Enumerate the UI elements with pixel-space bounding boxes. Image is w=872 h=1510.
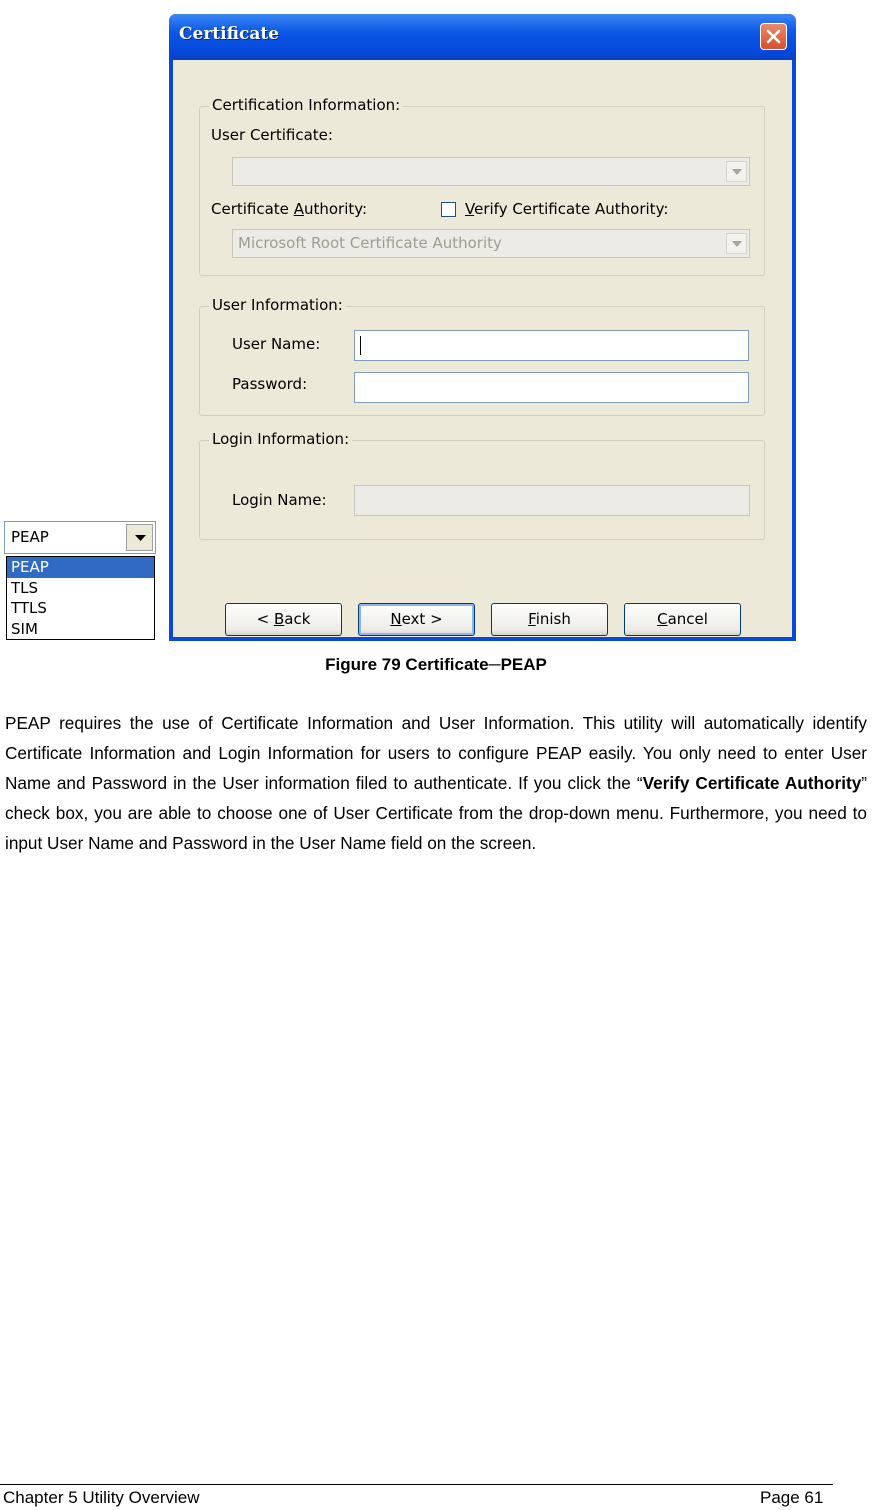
paragraph-bold-text: Verify Certificate Authority — [642, 773, 862, 793]
dropdown-arrow-button[interactable] — [726, 161, 747, 182]
ca-label-rest: uthority: — [303, 200, 368, 218]
certificate-dialog — [169, 14, 796, 641]
eap-option-tls[interactable]: TLS — [11, 578, 39, 597]
certificate-authority-label — [211, 200, 367, 218]
user-name-label: User Name: — [232, 335, 321, 353]
certificate-authority-select[interactable] — [232, 229, 750, 258]
verify-label-accesskey: V — [465, 200, 475, 218]
user-name-input[interactable] — [354, 330, 749, 361]
chevron-down-icon — [732, 241, 742, 247]
cancel-button-label: ancel — [667, 610, 708, 628]
text-caret — [360, 336, 361, 355]
ca-label-text: Certificate — [211, 200, 294, 218]
footer-divider — [0, 1484, 833, 1485]
cancel-button-accesskey: C — [657, 610, 668, 628]
dialog-body — [173, 60, 792, 637]
next-button-label: ext > — [401, 610, 443, 628]
body-paragraph — [5, 708, 867, 858]
certification-information-legend: Certification Information: — [209, 96, 403, 114]
next-button[interactable] — [358, 603, 475, 636]
finish-button-label: inish — [535, 610, 571, 628]
back-button[interactable] — [225, 603, 342, 636]
next-button-accesskey: N — [390, 610, 402, 628]
eap-option-ttls[interactable]: TTLS — [11, 599, 47, 617]
back-button-label: ack — [284, 610, 311, 628]
paragraph-text-1: PEAP requires the use of Certificate Information and User Information. This utility will automatically identify Certificate Information and Login Information for users to configure PEAP easily. You only need to enter User Name and Password in the User information filed to authenticate. If you click the “ — [5, 713, 867, 793]
back-button-accesskey: B — [273, 610, 285, 628]
eap-option-sim[interactable]: SIM — [11, 619, 38, 638]
user-certificate-label: User Certificate: — [211, 126, 333, 144]
eap-option-peap[interactable]: PEAP — [7, 557, 154, 578]
login-name-label: Login Name: — [232, 491, 327, 509]
user-information-legend: User Information: — [209, 296, 346, 314]
verify-certificate-authority-checkbox[interactable] — [441, 202, 456, 217]
finish-button[interactable] — [491, 603, 608, 636]
chevron-down-icon — [732, 169, 742, 175]
certificate-authority-value: Microsoft Root Certificate Authority — [238, 234, 502, 252]
chevron-down-icon — [135, 535, 146, 541]
verify-certificate-authority-label[interactable] — [465, 200, 668, 218]
footer-page-number: Page 61 — [760, 1488, 824, 1507]
footer-chapter: Chapter 5 Utility Overview — [3, 1488, 200, 1507]
dropdown-arrow-button[interactable] — [726, 233, 747, 254]
back-button-prefix: < — [256, 610, 274, 628]
eap-type-selected: PEAP — [11, 528, 49, 546]
user-certificate-select[interactable] — [232, 157, 750, 186]
dialog-title: Certificate — [179, 24, 280, 44]
paragraph-text-2: ” check box, you are able to choose one of User Certificate from the drop-down menu. Furthermore, you need to input User Name and Password in the User Name field on the screen. — [5, 773, 867, 853]
verify-label-rest: erify Certificate Authority: — [474, 200, 669, 218]
login-information-legend: Login Information: — [209, 430, 352, 448]
ca-label-accesskey: A — [293, 200, 304, 218]
finish-button-accesskey: F — [528, 610, 536, 628]
password-label: Password: — [232, 375, 308, 393]
title-bar[interactable] — [169, 14, 796, 60]
login-name-input[interactable] — [354, 485, 750, 516]
password-input[interactable] — [354, 372, 749, 403]
eap-type-options-list — [6, 556, 155, 640]
close-button[interactable] — [760, 23, 787, 50]
eap-type-select[interactable] — [4, 521, 156, 554]
dropdown-arrow-button[interactable] — [126, 524, 153, 551]
figure-caption: Figure 79 Certificate─PEAP — [325, 655, 547, 674]
cancel-button[interactable] — [624, 603, 741, 636]
close-icon — [766, 29, 781, 44]
